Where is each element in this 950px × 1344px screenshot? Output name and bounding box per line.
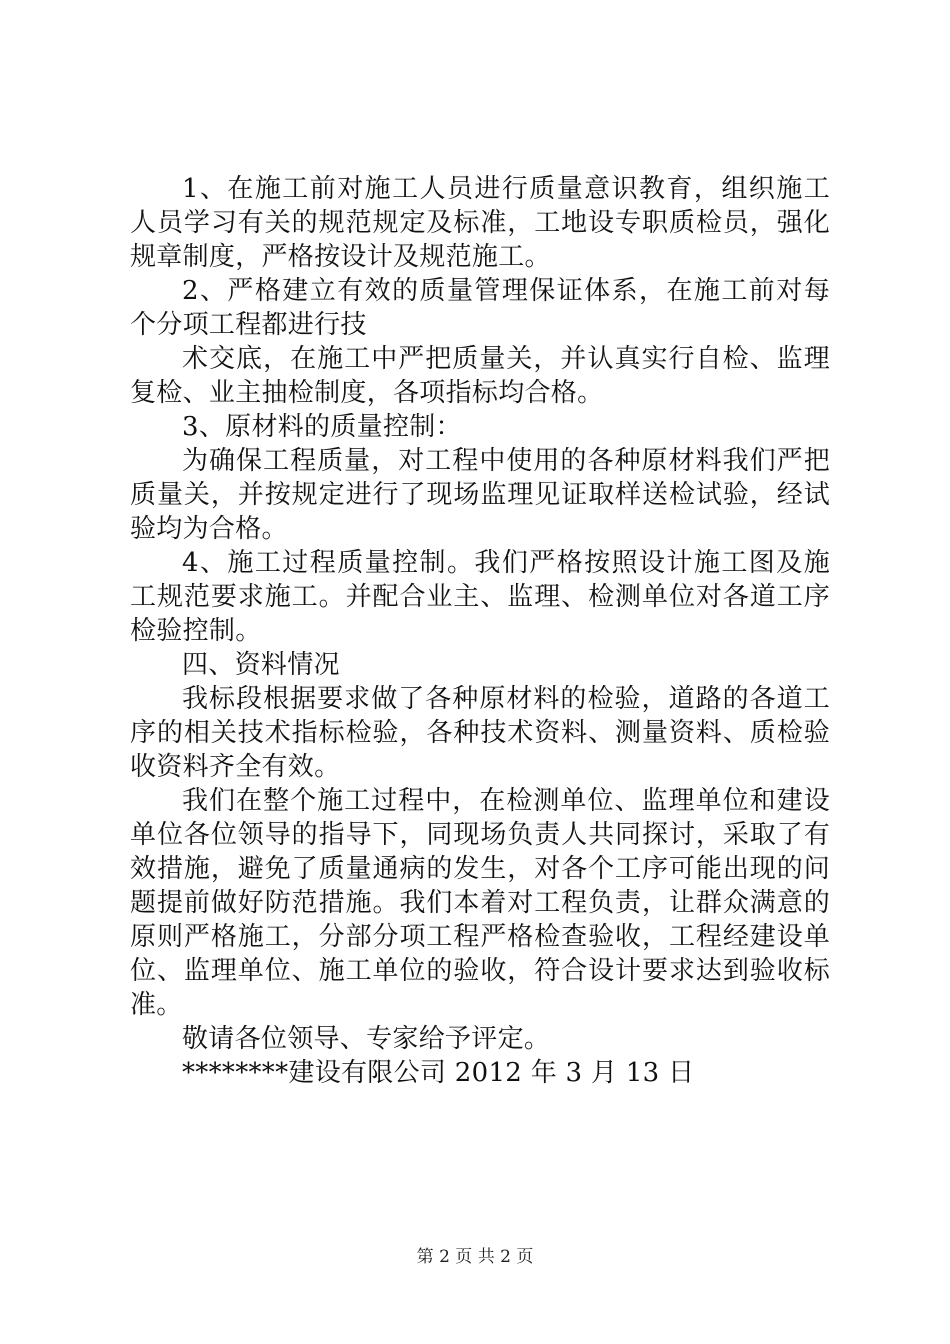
paragraph-request-evaluation: 敬请各位领导、专家给予评定。 xyxy=(182,1024,551,1054)
document-body xyxy=(130,172,830,1090)
paragraph-quality-system: 2、严格建立有效的质量管理保证体系，在施工前对每个分项工程都进行技 xyxy=(130,276,830,340)
paragraph-process-control: 4、施工过程质量控制。我们严格按照设计施工图及施工规范要求施工。并配合业主、监理、检测单位对各道工序检验控制。 xyxy=(130,548,830,646)
section-heading-documents: 四、资料情况 xyxy=(182,650,340,680)
page-footer: 第 2 页 共 2 页 xyxy=(416,1247,534,1267)
paragraph-documents: 我标段根据要求做了各种原材料的检验，道路的各道工序的相关技术指标检验，各种技术资料、测量资料、质检验收资料齐全有效。 xyxy=(130,684,830,782)
paragraph-technical-briefing: 术交底，在施工中严把质量关，并认真实行自检、监理复检、业主抽检制度，各项指标均合格。 xyxy=(130,344,830,408)
paragraph-quality-education: 1、在施工前对施工人员进行质量意识教育，组织施工人员学习有关的规范规定及标准，工地设专职质检员，强化规章制度，严格按设计及规范施工。 xyxy=(130,174,830,272)
signature-line: ********建设有限公司 2012 年 3 月 13 日 xyxy=(182,1058,695,1088)
paragraph-summary: 我们在整个施工过程中，在检测单位、监理单位和建设单位各位领导的指导下，同现场负责人共同探讨，采取了有效措施，避免了质量通病的发生，对各个工序可能出现的问题提前做好防范措施。我们本着对工程负责，让群众满意的原则严格施工，分部分项工程严格检查验收，工程经建设单位、监理单位、施工单位的验收，符合设计要求达到验收标准。 xyxy=(130,786,830,1020)
paragraph-material-heading: 3、原材料的质量控制： xyxy=(182,412,462,442)
paragraph-material-control: 为确保工程质量，对工程中使用的各种原材料我们严把质量关，并按规定进行了现场监理见证取样送检试验，经试验均为合格。 xyxy=(130,446,830,544)
